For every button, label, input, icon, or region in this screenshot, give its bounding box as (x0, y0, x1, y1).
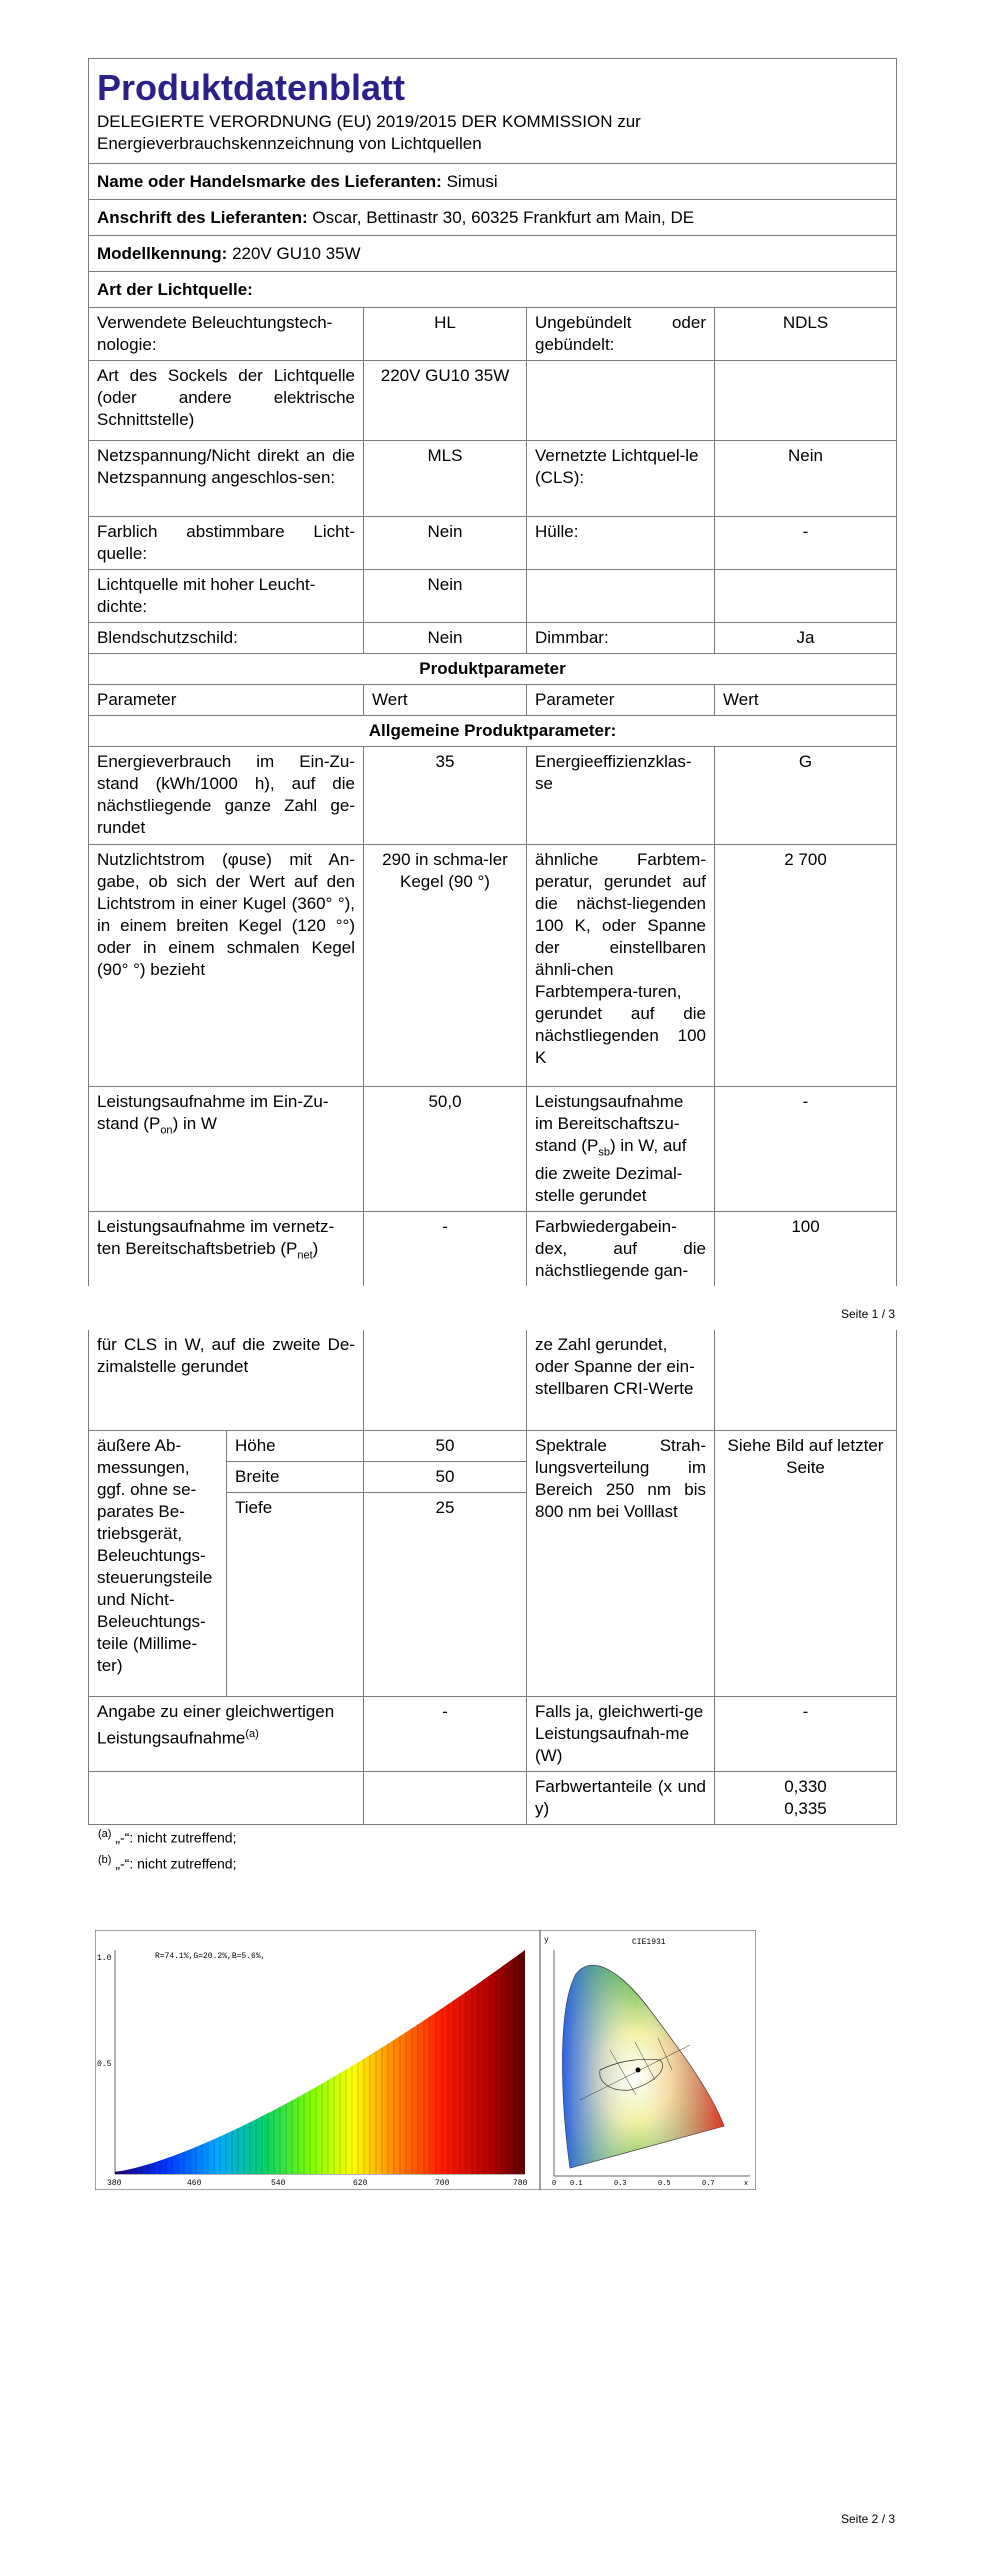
depth-label: Tiefe (227, 1492, 364, 1523)
subtitle-line-2: Energieverbrauchskennzeichnung von Lichtquellen (97, 134, 482, 153)
cri-label: Farbwiedergabein-dex, auf die nächstliegende gan- (527, 1212, 715, 1287)
supplier-name-value: Simusi (446, 172, 498, 191)
supplier-name-label: Name oder Handelsmarke des Lieferanten: (97, 172, 442, 191)
cie-x-tick: 0 (552, 2180, 557, 2188)
footnote-a: $^{(a)}$ „-“: nicht zutreffend; (98, 1828, 237, 1846)
height-value: 50 (364, 1430, 527, 1461)
depth-value: 25 (364, 1492, 527, 1523)
pnet-label-continued: für CLS in W, auf die zweite De-zimalstelle gerundet (89, 1330, 364, 1430)
spectrum-x-tick: 780 (513, 2179, 528, 2188)
psb-value: - (715, 1087, 897, 1212)
datasheet-table-page1 (88, 58, 897, 1286)
chromaticity-x: 0,330 (784, 1777, 827, 1796)
page-number-1: Seite 1 / 3 (841, 1307, 896, 1321)
cie-y-axis-label: y (544, 1936, 549, 1945)
subtitle-line-1: DELEGIERTE VERORDNUNG (EU) 2019/2015 DER KOMMISSION zur (97, 112, 641, 131)
footnote-b: $^{(b)}$ „-“: nicht zutreffend; (98, 1854, 237, 1872)
envelope-label: Hülle: (527, 517, 715, 570)
page-number-2: Seite 2 / 3 (841, 2512, 896, 2526)
spectrum-y-tick-05: 0.5 (97, 2060, 112, 2069)
spectrum-chart (95, 1930, 540, 2190)
spectral-label: Spektrale Strah-lungsverteilung im Bereich 250 nm bis 800 nm bei Volllast (527, 1430, 715, 1697)
cri-value: 100 (715, 1212, 897, 1287)
energy-class-label: Energieeffizienzklas-se (527, 747, 715, 845)
col-value-header: Wert (364, 685, 527, 716)
equiv-power2-value: - (715, 1697, 897, 1772)
width-label: Breite (227, 1461, 364, 1492)
light-source-type-label: Art der Lichtquelle: (97, 280, 253, 299)
energy-consumption-value: 35 (364, 747, 527, 845)
cie-title: CIE1931 (632, 1938, 666, 1947)
cct-label: ähnliche Farbtem-peratur, gerundet auf die nächst-liegenden 100 K, oder Spanne der einstellbaren ähnli-chen Farbtempera-turen, gerundet auf die nächstliegenden 100 K (527, 845, 715, 1087)
color-tunable-label: Farblich abstimmbare Licht-quelle: (89, 517, 364, 570)
glare-shield-label: Blendschutzschild: (89, 623, 364, 654)
spectrum-x-tick: 620 (353, 2179, 368, 2188)
equiv-power-label: Angabe zu einer gleichwertigen Leistungsaufnahme$^{(a)}$ (89, 1697, 364, 1772)
color-tunable-value: Nein (364, 517, 527, 570)
mains-label: Netzspannung/Nicht direkt an die Netzspannung angeschlos-sen: (89, 441, 364, 517)
model-value: 220V GU10 35W (232, 244, 361, 263)
page-2 (0, 1330, 981, 2560)
width-value: 50 (364, 1461, 527, 1492)
bundled-value: NDLS (715, 308, 897, 361)
pon-label: Leistungsaufnahme im Ein-Zu-stand $(P_{on})$ in W (89, 1087, 364, 1212)
col-param2-header: Parameter (527, 685, 715, 716)
col-param-header: Parameter (89, 685, 364, 716)
dimmable-value: Ja (715, 623, 897, 654)
cie-x-tick: 0.7 (702, 2180, 715, 2188)
spectrum-x-tick: 700 (435, 2179, 450, 2188)
bundled-label: Ungebündelt oder gebündelt: (527, 308, 715, 361)
energy-consumption-label: Energieverbrauch im Ein-Zu-stand (kWh/1000 h), auf die nächstliegende ganze Zahl ge-rundet (89, 747, 364, 845)
pnet-label: Leistungsaufnahme im vernetz-ten Bereitschaftsbetrieb $(P_{net})$ (89, 1212, 364, 1287)
luminous-flux-value: 290 in schma-ler Kegel (90 °) (364, 845, 527, 1087)
glare-shield-value: Nein (364, 623, 527, 654)
cie-x-axis-label: x (744, 2180, 749, 2188)
tech-value: HL (364, 308, 527, 361)
high-luminance-label: Lichtquelle mit hoher Leucht-dichte: (89, 570, 364, 623)
spectrum-x-tick: 460 (187, 2179, 202, 2188)
cls-value: Nein (715, 441, 897, 517)
height-label: Höhe (227, 1430, 364, 1461)
dimmable-label: Dimmbar: (527, 623, 715, 654)
col-value2-header: Wert (715, 685, 897, 716)
page-title: Produktdatenblatt (97, 67, 406, 108)
supplier-address-label: Anschrift des Lieferanten: (97, 208, 308, 227)
envelope-value: - (715, 517, 897, 570)
spectrum-x-tick: 380 (107, 2179, 122, 2188)
cie-x-tick: 0.5 (658, 2180, 671, 2188)
spectrum-x-tick: 540 (271, 2179, 286, 2188)
psb-label: Leistungsaufnahme im Bereitschaftszu-stand $(P_{sb})$ in W, auf die zweite Dezimal-stelle gerundet (527, 1087, 715, 1212)
cie-diagram (540, 1930, 756, 2190)
dimensions-label: äußere Ab-messungen, ggf. ohne se-parates Be-triebsgerät, Beleuchtungs-steuerungsteile und Nicht-Beleuchtungs-teile (Millime-ter) (89, 1430, 227, 1697)
chromaticity-y: 0,335 (784, 1799, 827, 1818)
socket-label: Art des Sockels der Lichtquelle (oder andere elektrische Schnittstelle) (89, 361, 364, 441)
general-params-heading: Allgemeine Produktparameter: (368, 721, 617, 740)
cie-x-tick: 0.3 (614, 2180, 627, 2188)
supplier-address-value: Oscar, Bettinastr 30, 60325 Frankfurt am Main, DE (312, 208, 695, 227)
spectral-value: Siehe Bild auf letzter Seite (715, 1430, 897, 1697)
model-label: Modellkennung: (97, 244, 228, 263)
pnet-value: - (364, 1212, 527, 1287)
cls-label: Vernetzte Lichtquel-le (CLS): (527, 441, 715, 517)
equiv-power2-label: Falls ja, gleichwerti-ge Leistungsaufnah-me (W) (527, 1697, 715, 1772)
spectrum-y-tick-1: 1.0 (97, 1954, 112, 1963)
pon-value: 50,0 (364, 1087, 527, 1212)
equiv-power-value: - (364, 1697, 527, 1772)
energy-class-value: G (715, 747, 897, 845)
cri-label-continued: ze Zahl gerundet, oder Spanne der ein-stellbaren CRI-Werte (527, 1330, 715, 1430)
chromaticity-label: Farbwertanteile (x und y) (527, 1772, 715, 1825)
high-luminance-value: Nein (364, 570, 527, 623)
cct-value: 2 700 (715, 845, 897, 1087)
tech-label: Verwendete Beleuchtungstech-nologie: (89, 308, 364, 361)
luminous-flux-label: Nutzlichtstrom (φuse) mit An-gabe, ob sich der Wert auf den Lichtstrom in einer Kugel (360° °), in einem breiten Kegel (120 °°) oder in einem schmalen Kegel (90° °) bezieht (89, 845, 364, 1087)
cie-x-tick: 0.1 (570, 2180, 583, 2188)
product-params-heading: Produktparameter (419, 659, 566, 678)
mains-value: MLS (364, 441, 527, 517)
spectrum-caption: R=74.1%,G=20.2%,B=5.6%, (155, 1952, 266, 1961)
datasheet-table-page2 (88, 1330, 897, 1825)
socket-value: 220V GU10 35W (364, 361, 527, 441)
chromaticity-value (715, 1772, 897, 1825)
chromaticity-point (636, 2068, 641, 2073)
